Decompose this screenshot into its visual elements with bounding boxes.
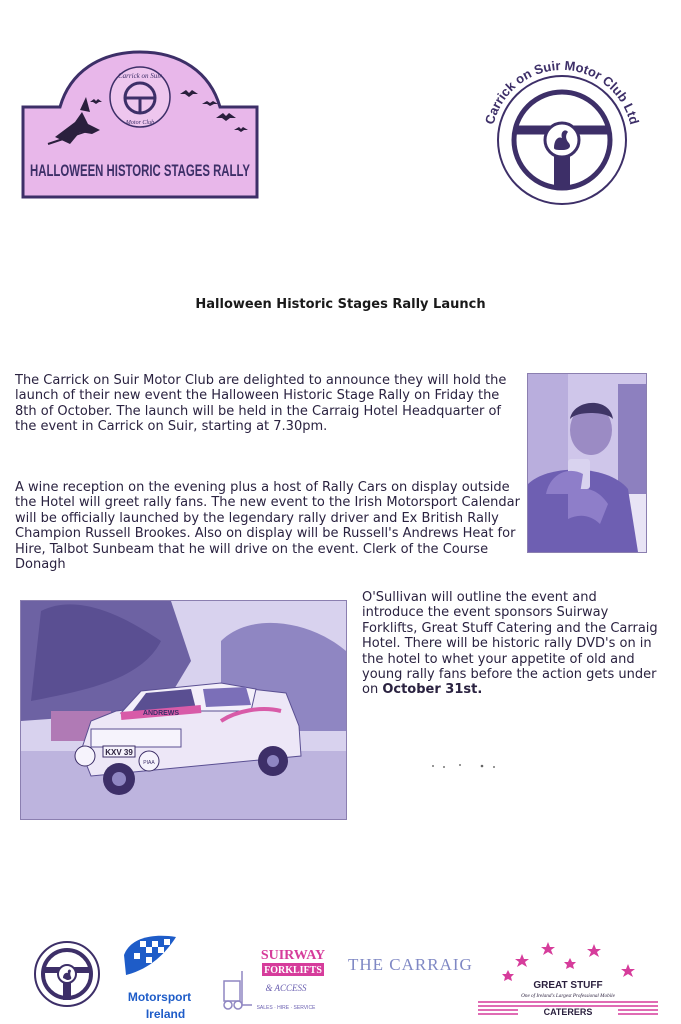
- number-plate: KXV 39: [105, 748, 133, 757]
- suirway-line4: SALES · HIRE · SERVICE: [256, 1005, 316, 1011]
- club-steering-wheel-logo: [32, 930, 102, 1018]
- motorsport-ireland-line1: Motorsport: [127, 990, 192, 1004]
- carraig-hotel-logo: THE CARRAIG: [348, 955, 473, 974]
- article-paragraph-2: A wine reception on the evening plus a host of Rally Cars on display outside the Hotel will greet rally fans. The new event to the Irish Motorsport Calendar will be officially launched by the legendary rally driver and Ex British Rally Champion Russell Brookes. Also on display will be Russell's Andrews Heat for Hire, Talbot Sunbeam that he will drive on the event. Clerk of the Course Donagh: [15, 480, 520, 573]
- windscreen-banner: ANDREWS: [142, 710, 180, 717]
- club-logo: [470, 48, 655, 208]
- suirway-forklifts-logo: [218, 943, 338, 1023]
- great-stuff-caterers: CATERERS: [543, 1007, 593, 1017]
- article-paragraph-1: The Carrick on Suir Motor Club are delighted to announce they will hold the launch of their new event the Halloween Historic Stage Rally on Friday the 8th of October. The launch will be held in the Carraig Hotel Headquarter of the event in Carrick on Suir, starting at 7.30pm.: [15, 373, 507, 435]
- event-date: October 31st.: [382, 682, 483, 698]
- article-paragraph-3-text: O'Sullivan will outline the event and introduce the event sponsors Suirway Forklifts, Great Stuff Catering and the Carraig Hotel. There will be historic rally DVD's on in the hotel to whet your appetite of old and young rally fans before the action gets under on: [362, 590, 658, 698]
- motorsport-ireland-line2: Ireland: [145, 1007, 186, 1021]
- star-icon: [502, 942, 635, 981]
- club-logo-ring-text: Carrick on Suir Motor Club Ltd: [481, 57, 643, 126]
- sponsor-bar: [0, 925, 681, 1024]
- page-title: Halloween Historic Stages Rally Launch: [195, 297, 486, 312]
- forklift-icon: [224, 971, 252, 1009]
- rally-logo-title: HALLOWEEN HISTORIC STAGES RALLY: [30, 161, 251, 180]
- russell-brookes-photo: [527, 373, 647, 553]
- great-stuff-caterers-logo: [478, 940, 658, 1022]
- suirway-line1: SUIRWAY: [260, 948, 326, 963]
- rally-logo-ring-text: Carrick on Suir: [118, 72, 162, 80]
- suirway-line3: & ACCESS: [265, 983, 307, 993]
- suirway-line2: FORKLIFTS: [264, 965, 322, 976]
- article-paragraph-3: [362, 590, 662, 698]
- scan-specks: [430, 762, 500, 770]
- motorsport-ireland-logo: [112, 933, 202, 1021]
- rally-logo-bottom-text: Motor Club: [125, 120, 155, 126]
- lamp-cover-text: PIAA: [143, 760, 155, 766]
- checkered-flag-icon: [120, 933, 180, 979]
- rally-car-photo: [20, 600, 347, 820]
- great-stuff-tagline: One of Ireland's Largest Professional Mobile: [521, 993, 615, 999]
- halloween-rally-logo: [20, 52, 260, 202]
- great-stuff-name: GREAT STUFF: [533, 980, 603, 991]
